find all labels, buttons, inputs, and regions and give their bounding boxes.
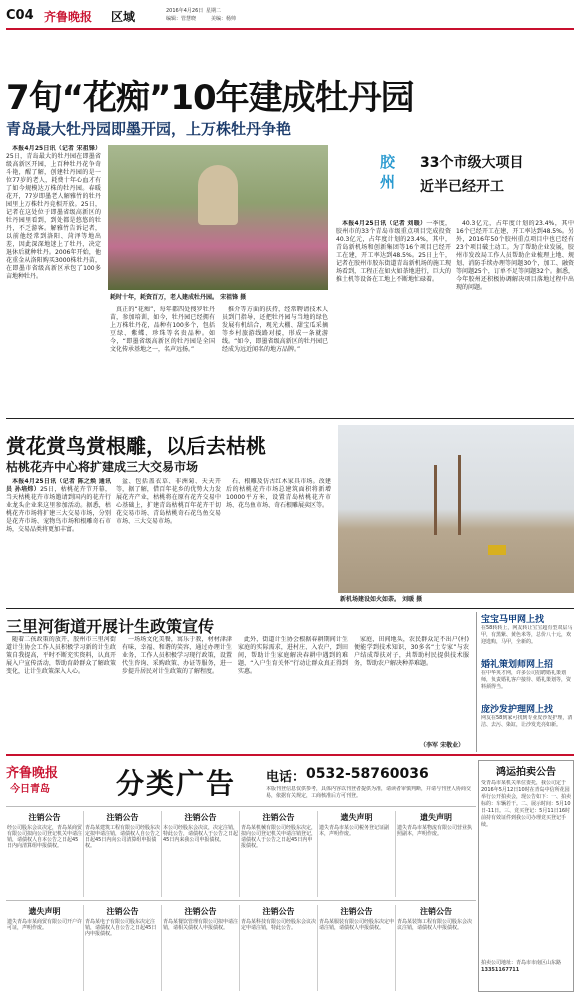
lead-dateline: 本报4月25日讯（记者 宋祖锋） [12,145,101,152]
construction-photo-caption: 新机场建设如火如荼。 刘暖 摄 [340,596,423,603]
section-name: 区域 [111,10,136,24]
page-number: C04 [6,8,34,23]
third-byline: （李军 宋敬业） [420,742,465,749]
auction-title: 鸿运拍卖公告 [496,767,556,778]
brief-1-title: 宝宝马甲网上找 [481,615,545,625]
ad-4: 注销公告 青岛某机械有限公司经股东决定，拟向公司登记机关申请注销登记，请债权人于公告之日起45日内申报债权。 [240,811,318,897]
second-col-2: 盆、包括盖衣草、非洲菊、天天开等，据了解，借百年花乡的优势大力发展花卉产业，枯桃将在原有花卉交易中心基础上，扩建青岛枯桃百年花卉干切花交易市场、青岛枯桃奇石花鸟鱼交易市场、三大交易市场。 [116,478,221,525]
weekday: 星期二 [206,8,222,14]
classified-header [6,760,476,802]
brief-1 [481,612,574,653]
designer: 美编：杨帅 [211,16,237,22]
auction-contact: 拍卖公司地址：青岛市市南区山东路 [481,960,562,966]
person-figure [198,165,238,225]
side-col-1: 本报4月25日讯（记者 刘暖）一季度，胶州市的33个青岛市级重点项目完成投资40.3亿元，占年度计划的23.4%，其中，青岛新机场和创新集团等16个项目已经开工在建，开工率达到48.5%。25日上午，记者在胶州市胶东街道青岛新机场的施工现场看到，工程正在如火如荼地进行，巨大的推土机等设备在工地上不断地忙碌着。 [336,220,451,283]
lead-body: 25日，青岛最大的牡丹园在即墨省级高新区开园，上百种牡丹花争奇斗艳，醒了解，创建牡丹园的是一位77岁的老人，耗费十年心血才有了如今规模达万株的牡丹园。春暖花开，77岁即墨老人解雅竹的牡丹园里上万株牡丹竞相开放。25日，记者在这处位于即墨省级高新区的牡丹园里看到，到处都是悠悠的牡丹，不乏游客。解雅竹告诉记者，以前他经常到洛阳、菏泽等地出差，因此深深地迷上了牡丹，决定退休后就种牡丹。2006年开始，他花重金从洛阳购买3000株牡丹苗，在即墨市省级高新区承包了100多亩地种牡丹。 [6,153,101,280]
third-col-2: 一场场文化美餐，寓乐于教，材材津津有味，幸福、和谐的笑容，通过办理计生业务，工作人员积极学习现行政策，设置代生咨询、采购政策、办证等服务，进一步提升居民对计生政策的了解程度。 [122,636,232,675]
brief-3 [481,702,574,743]
masthead [6,6,574,26]
construction-photo [338,425,574,593]
classified-phone-label: 电话： [266,770,306,785]
ad-1: 注销公告 经公司股东会议决定，青岛某商贸有限公司拟向公司登记机关申请注销，请债权人自本公告之日起45日内向清算组申报债权。 [6,811,84,897]
third-col-4: 家庭，田间地头，农民群众足不出户(村)便能学到技术知识，30多名“土专家”与农户结成帮扶对子，共帮助村民提供技术服务，帮助农户解决种养难题。 [354,636,469,667]
ad-8: 注销公告 青岛某电子有限公司股东决定注销，请债权人自公告之日起45日内申报债权。 [84,905,162,991]
excavator [488,545,506,555]
masthead-rule [6,28,574,30]
divider-2 [6,608,574,609]
classified-notice: 本版刊登信息仅供参考，具体内容以刊登者提供为准，请读者审慎判断，并请与刊登人协商交易，依据有关规定，工商核准后方可刊登。 [266,786,472,799]
brief-1-body: 在58转转上，网友转让宝宝超有型双层马甲，有黑紫、黄色米等，总价八十元，欢迎选购，马甲，全新的。 [481,625,573,645]
classified-brand-sub: 今日青岛 [10,784,50,795]
ad-9: 注销公告 青岛某餐饮管理有限公司拟申请注销，请相关债权人申报债权。 [162,905,240,991]
ad-5: 遗失声明 遗失青岛市某公司税务登记证副本，声明作废。 [318,811,396,897]
brief-3-body: 网友在58到家可找到专业皮沙发护理，清洁、去污、染缸，让沙发光亮如新。 [481,715,573,728]
side-story-place: 胶州 [380,153,396,191]
classified-brand: 齐鲁晚报 [6,766,59,781]
auction-phone: 13351167711 [481,967,520,973]
lead-subhead: 青岛最大牡丹园即墨开园，上万株牡丹争艳 [6,120,292,138]
second-headline: 赏花赏鸟赏根雕，以后去枯桃 [6,434,266,458]
crane-2 [458,455,461,535]
ad-12: 注销公告 青岛某装饰工程有限公司股东会决议注销，请债权人申报债权。 [397,907,473,931]
second-subhead: 枯桃花卉中心将扩建成三大交易市场 [6,460,199,474]
paper-logo: 齐鲁晚报 [44,10,93,24]
side-story-title-2: 近半已经开工 [420,179,504,195]
third-col-3: 此外，街道计生协会根据春耕期间计生家庭的实际需求，进村庄、入农户，到田间，帮助计生家庭解决春耕中遇到的难题，“入户生育关怀”行动让群众真正得到实惠。 [238,636,348,675]
lead-photo-caption: 耗时十年，耗资百万，老人建成牡丹园。 宋祖锋 摄 [110,294,247,301]
classified-phone: 0532-58760036 [306,766,429,782]
lead-col-3: 真正的“花痴”，每年都四处搜罗牡丹苗，参加培训，如今，牡丹园已经拥有上万株牡丹花，品种有100多个，包括豆绿、紫蝶、珍珠等名贵品种。如今，“即墨省级高新区的牡丹园是全国文化传承基地之一，名声远扬。” [110,306,215,353]
ad-7: 遗失声明 遗失青岛市某商贸有限公司开户许可证，声明作废。 [6,905,84,991]
ad-3: 注销公告 本公司经股东会决议，决定注销，特此公告，请债权人于公告之日起45日内来我公司申报债权。 [162,811,240,897]
side-story-title-1: 33个市级大项目 [420,155,524,171]
issue-date: 2016年4月26日 [166,8,204,14]
second-col-1: 本报4月25日讯（记者 陈之焕 通讯员 孙培炜）25日，枯桃花卉节开幕，当天枯桃花卉市场邀请到国内的花卉行业龙头企业来这里参加活动。据悉，枯桃花卉市场将扩建三大交易市场，分别是花卉市场、宠物鸟市场和根雕奇石市场，交易品类将更加丰富。 [6,478,111,533]
third-col-1: 随着二孩政策的放开，胶州市三里河街道计生协会工作人员积极学习新的计生政策自我提高，平时不断充实资料，认真开展入户宣传活动，帮助育龄群众了解政策变化，让计生政策深入人心。 [6,636,116,675]
briefs-column [476,612,574,752]
classified-rule [6,754,574,756]
crane-1 [434,465,437,535]
brief-2 [481,657,574,698]
side-col-2: 40.3亿元，占年度计划的23.4%，其中16个已经开工在建，开工率达到48.5%。另外，2016年50个胶州重点项目中也已经有23个项目破土动工。为了帮助企业发展，胶州市发改局工作人员帮助企业梳理上地、规划、消防手续办理等问题30个，加工、融资等问题25个，订单不足等问题32个。据悉，今年胶州还积极协调解决项目落地过程中出现的问题。 [456,220,574,291]
editor: 编辑：管慧晓 [166,16,197,22]
ad-11: 注销公告 青岛某服装有限公司经股东决定申请注销，请债权人申报债权。 [318,905,396,991]
brief-2-title: 婚礼策划师网上招 [481,660,554,670]
auction-box [478,760,574,992]
divider-1 [6,418,574,419]
classified-title: 分类广告 [116,767,237,800]
ad-6: 遗失声明 遗失青岛市某物流有限公司营业执照副本，声明作废。 [397,813,473,837]
ad-10: 注销公告 青岛某科技有限公司经股东会议决定申请注销，特此公告。 [240,905,318,991]
second-col-3: 石、根雕及仿古红木家具市场。改建后的枯桃花卉市场总建筑面积将新增10000平方米，设置青岛枯桃花卉市场、花鸟鱼市场、奇石根雕展卖区等。 [226,478,331,509]
third-headline: 三里河街道开展计生政策宣传 [6,617,215,636]
ad-grid-row-2 [6,900,476,992]
lead-col-1 [6,145,101,410]
brief-3-title: 庞沙发护理网上找 [481,705,554,715]
ad-2: 注销公告 青岛某建筑工程有限公司经股东决定拟申请注销，请债权人自公告之日起45日内向公司清算组申报债权。 [84,811,162,897]
brief-2-body: 在中华英才网，许多公司招聘婚礼策划师，负责婚礼客户接待、婚礼策划等，资料须得当。 [481,670,572,690]
lead-col-4: 推介等方面的扶持，经常聘请技术人员到门指导，还把牡丹园与当地的绿色发展有机结合，观光大棚、甜宝瓜采摘等乡村旅游线路对接，形成一条就游线。“如今，即墨省级高新区的牡丹园已经成为远近闻名的地方品牌。” [222,306,328,353]
lead-headline: 7旬“花痴”10年建成牡丹园 [6,78,414,118]
ad-grid-row-1 [6,806,476,898]
lead-photo [108,145,328,290]
auction-body: 受青岛市某机关单位委托，我公司定于2016年5月12日10时在青岛中信所花园举行公开拍卖会，现公告如下：一、拍卖标的：车辆若干。二、展示时间：5月10日-11日。三、竞买登记：5月11日16时前持有效证件到我公司办理竞买登记手续。 [481,780,571,828]
